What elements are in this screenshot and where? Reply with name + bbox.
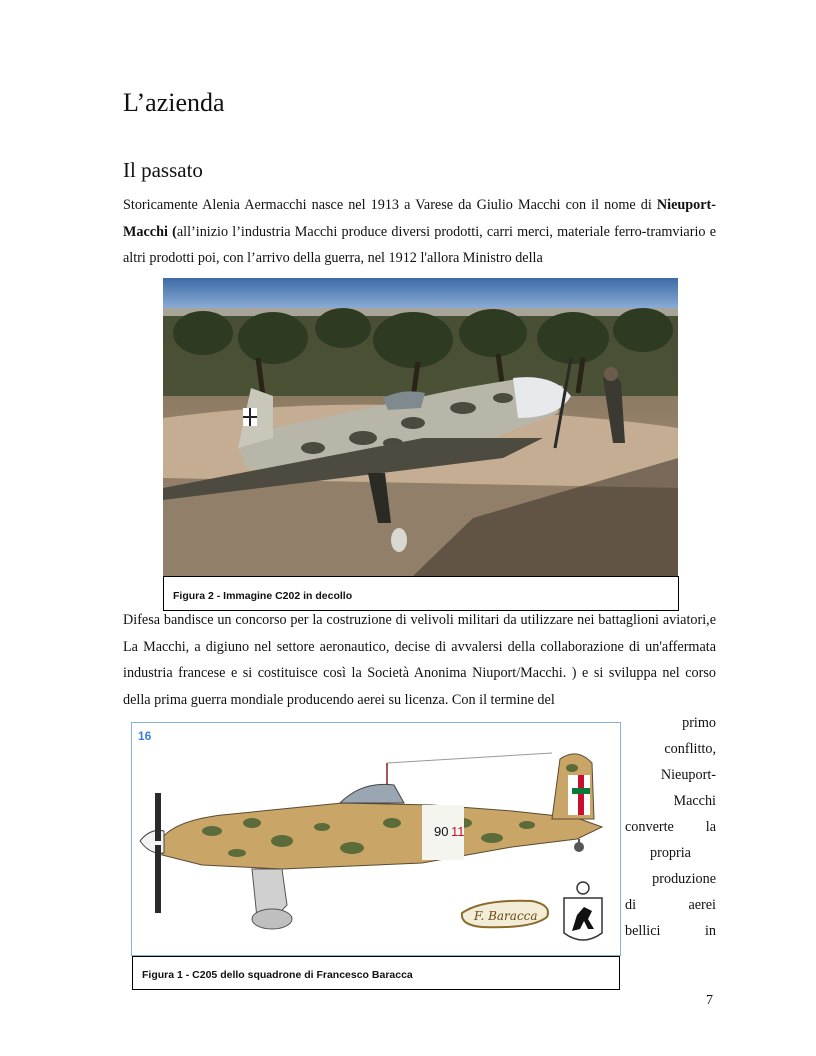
sidetext-line: conflitto, <box>664 741 716 757</box>
figure-2-caption: Figura 2 - Immagine C202 in decollo <box>163 576 679 611</box>
plate-number: 16 <box>138 729 152 743</box>
sidetext-line: converte la <box>625 819 716 835</box>
figure-1-caption: Figura 1 - C205 dello squadrone di Francesco Baracca <box>132 956 620 990</box>
sidetext-line: bellici in <box>625 923 716 939</box>
section-heading: Il passato <box>123 158 203 182</box>
sidetext-line: primo <box>682 715 716 731</box>
sidetext-line: produzione <box>652 871 716 887</box>
c202-photo-illustration <box>163 278 678 576</box>
paragraph-intro: Storicamente Alenia Aermacchi nasce nel 1913 a Varese da Giulio Macchi con il nome di Nieuport- Macchi (all’inizio l’industria Macchi produce diversi prodotti, carri merci, materiale ferro-tramviario e altri prodotti poi, con l’arrivo della guerra, nel 1912 l'allora Ministro della <box>123 197 716 266</box>
sidetext-line: Nieuport- <box>660 767 716 783</box>
page-number: 7 <box>706 993 713 1008</box>
fuselage-code: 90 <box>434 824 449 839</box>
figure-1-illustration <box>131 722 621 956</box>
c205-profile-illustration <box>132 723 620 955</box>
sidetext-line: Macchi <box>673 793 716 809</box>
paragraph-history: Difesa bandisce un concorso per la costruzione di velivoli militari da utilizzare nei battaglioni aviatori,e La Macchi, a digiuno nel settore aeronautico, decise di avvalersi della collaborazione di un'affermata industria francese e si costituisce così la Società Anonima Niuport/Macchi. ) e si sviluppa nel corso della prima guerra mondiale producendo aerei su licenza. Con il termine del <box>123 612 716 708</box>
wrapped-sidetext <box>625 710 716 944</box>
sidetext-line: di aerei <box>625 897 716 913</box>
page-heading: L’azienda <box>123 88 225 117</box>
fuselage-code-red: 11 <box>451 824 465 839</box>
figure-2-photo <box>163 278 678 576</box>
bold-company-name: Nieuport- Macchi ( <box>123 197 716 240</box>
baracca-signature: F. Baracca <box>474 909 538 923</box>
sidetext-line: propria <box>650 845 691 861</box>
